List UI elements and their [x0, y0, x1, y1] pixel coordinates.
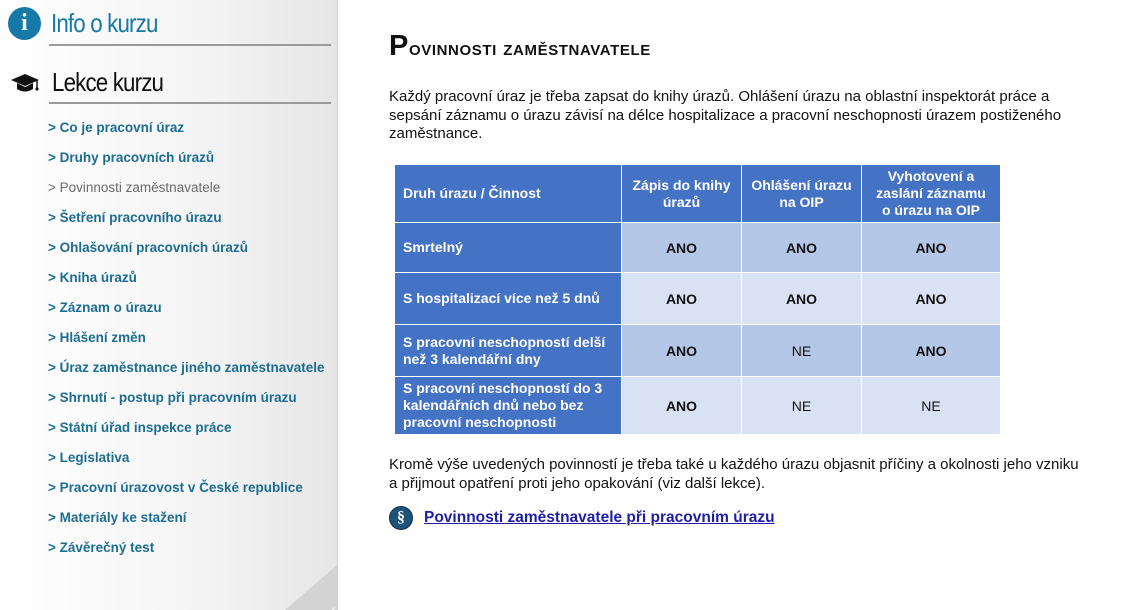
sidebar-item[interactable]: > Úraz zaměstnance jiného zaměstnavatele	[48, 360, 325, 375]
sidebar	[0, 0, 338, 610]
table-row	[395, 223, 1001, 273]
page-title-rest: ovinnosti zaměstnavatele	[408, 37, 651, 60]
document-link-text[interactable]: Povinnosti zaměstnavatele při pracovním úrazu	[424, 509, 775, 526]
table-header-row	[395, 165, 1001, 223]
sidebar-item[interactable]: > Legislativa	[48, 450, 130, 465]
table-cell: ANO	[622, 325, 742, 377]
table-cell: NE	[862, 377, 1001, 435]
document-link[interactable]	[389, 506, 775, 530]
table-header-cell: Ohlášení úrazu na OIP	[742, 165, 862, 223]
table-cell: ANO	[862, 273, 1001, 325]
table-header-cell: Druh úrazu / Činnost	[395, 165, 622, 223]
table-header-cell: Vyhotovení a zaslání záznamu o úrazu na OIP	[862, 165, 1001, 223]
sidebar-item[interactable]: > Shrnutí - postup při pracovním úrazu	[48, 390, 297, 405]
table-cell: NE	[742, 325, 862, 377]
table-row	[395, 377, 1001, 435]
outro-paragraph: Kromě výše uvedených povinností je třeba také u každého úrazu objasnit příčiny a okolnosti jeho vzniku a přijmout opatření proti jeho opakování (viz další lekce).	[389, 456, 1079, 492]
info-icon: i	[8, 7, 41, 40]
divider	[49, 102, 331, 104]
page-title-initial: P	[389, 30, 409, 62]
sidebar-item[interactable]: > Kniha úrazů	[48, 270, 137, 285]
sidebar-item[interactable]: > Pracovní úrazovost v České republice	[48, 480, 303, 495]
table-header-cell: Zápis do knihy úrazů	[622, 165, 742, 223]
table-row-label: S pracovní neschopností do 3 kalendářních dnů nebo bez pracovní neschopnosti	[395, 377, 622, 435]
sidebar-item[interactable]: > Závěrečný test	[48, 540, 155, 555]
page-title	[389, 30, 651, 63]
table-cell: NE	[742, 377, 862, 435]
graduation-cap-icon	[10, 69, 40, 95]
sidebar-item[interactable]: > Šetření pracovního úrazu	[48, 210, 222, 225]
table-row-label: Smrtelný	[395, 223, 622, 273]
table-cell: ANO	[862, 223, 1001, 273]
info-o-kurzu-header[interactable]	[8, 3, 330, 43]
table-row-label: S pracovní neschopností delší než 3 kalendářní dny	[395, 325, 622, 377]
divider	[49, 44, 331, 46]
table-cell: ANO	[622, 273, 742, 325]
sidebar-item[interactable]: > Ohlašování pracovních úrazů	[48, 240, 248, 255]
table-cell: ANO	[622, 223, 742, 273]
paragraph-section-icon[interactable]: §	[389, 506, 413, 530]
table-cell: ANO	[862, 325, 1001, 377]
table-cell: ANO	[742, 273, 862, 325]
table-row	[395, 325, 1001, 377]
sidebar-item[interactable]: > Povinnosti zaměstnavatele	[48, 180, 221, 195]
info-o-kurzu-title[interactable]: Info o kurzu	[51, 7, 158, 38]
lesson-nav	[48, 117, 325, 567]
intro-paragraph: Každý pracovní úraz je třeba zapsat do knihy úrazů. Ohlášení úrazu na oblastní inspektorát práce a sepsání záznamu o úrazu závisí na délce hospitalizace a pracovní neschopnosti úrazem postiženého zaměstnance.	[389, 88, 1062, 142]
sidebar-item[interactable]: > Druhy pracovních úrazů	[48, 150, 215, 165]
obligations-table	[394, 164, 1001, 435]
sidebar-item[interactable]: > Materiály ke stažení	[48, 510, 187, 525]
sidebar-item[interactable]: > Státní úřad inspekce práce	[48, 420, 232, 435]
table-cell: ANO	[742, 223, 862, 273]
lekce-kurzu-title[interactable]: Lekce kurzu	[52, 66, 164, 97]
page-curl-decoration	[285, 565, 337, 610]
sidebar-item[interactable]: > Hlášení změn	[48, 330, 146, 345]
table-cell: ANO	[622, 377, 742, 435]
sidebar-item[interactable]: > Co je pracovní úraz	[48, 120, 185, 135]
lekce-kurzu-header[interactable]	[8, 62, 330, 102]
table-row	[395, 273, 1001, 325]
table-row-label: S hospitalizací více než 5 dnů	[395, 273, 622, 325]
sidebar-item[interactable]: > Záznam o úrazu	[48, 300, 162, 315]
